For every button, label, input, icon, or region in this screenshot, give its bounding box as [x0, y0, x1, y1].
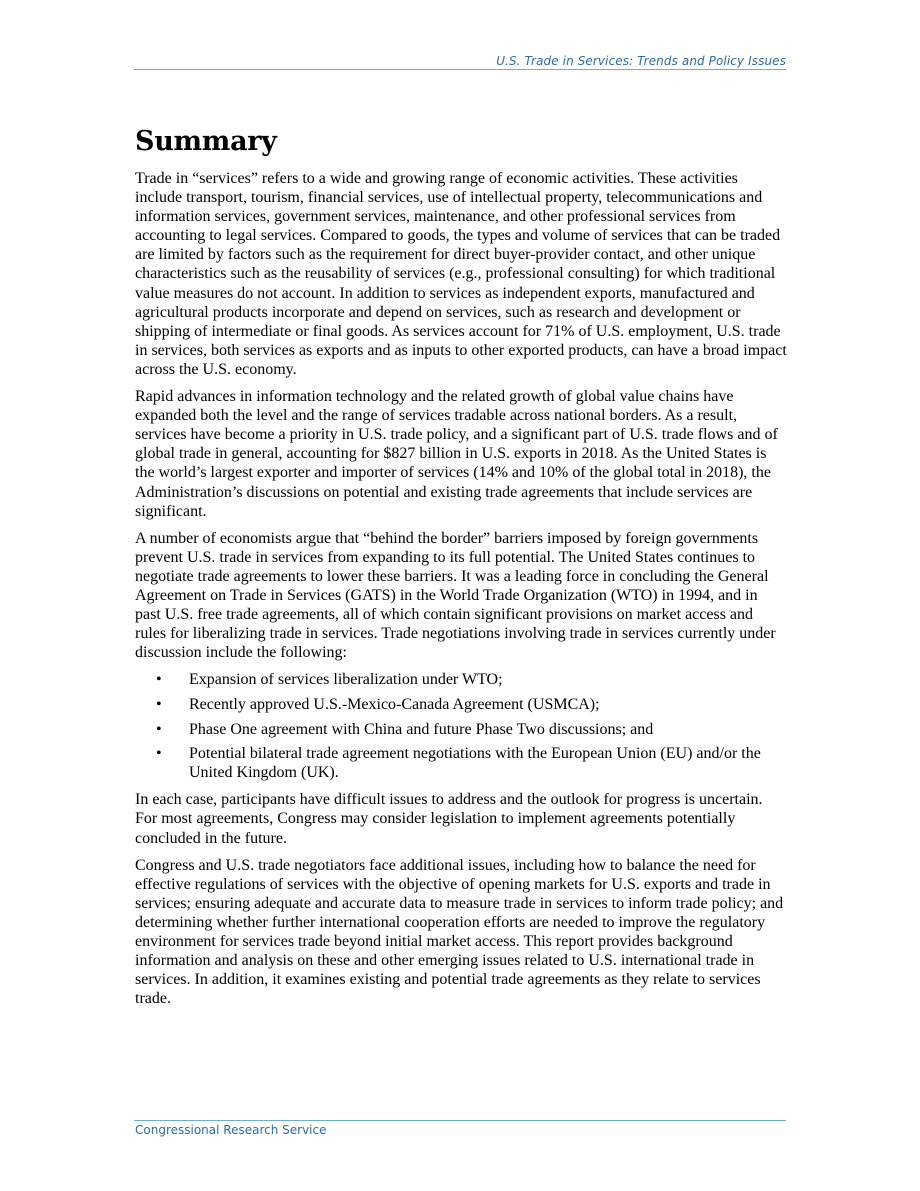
page-content: [135, 122, 787, 1016]
bullet-list: [135, 670, 787, 782]
bullet-marker: •: [156, 695, 162, 713]
list-item: [135, 744, 787, 782]
list-item-text: Recently approved U.S.-Mexico-Canada Agreement (USMCA);: [189, 695, 600, 713]
paragraph: Trade in “services” refers to a wide and growing range of economic activities. These activities include transport, tourism, financial services, use of intellectual property, telecommunications and information services, government services, maintenance, and other professional services from accounting to legal services. Compared to goods, the types and volume of services that can be traded are limited by factors such as the requirement for direct buyer-provider contact, and other unique characteristics such as the reusability of services (e.g., professional consulting) for which traditional value measures do not account. In addition to services as independent exports, manufactured and agricultural products incorporate and depend on services, such as research and development or shipping of intermediate or final goods. As services account for 71% of U.S. employment, U.S. trade in services, both services as exports and as inputs to other exported products, can have a broad impact across the U.S. economy.: [135, 170, 787, 378]
paragraph: A number of economists argue that “behind the border” barriers imposed by foreign governments prevent U.S. trade in services from expanding to its full potential. The United States continues to negotiate trade agreements to lower these barriers. It was a leading force in concluding the General Agreement on Trade in Services (GATS) in the World Trade Organization (WTO) in 1994, and in past U.S. free trade agreements, all of which contain significant provisions on market access and rules for liberalizing trade in services. Trade negotiations involving trade in services currently under discussion include the following:: [135, 529, 776, 662]
section-heading: Summary: [135, 126, 277, 157]
bullet-marker: •: [156, 671, 162, 689]
bullet-marker: •: [156, 720, 162, 738]
bullet-marker: •: [156, 745, 162, 763]
list-item-text: Potential bilateral trade agreement negotiations with the European Union (EU) and/or the United Kingdom (UK).: [189, 745, 761, 782]
list-item: [135, 695, 787, 714]
paragraph: In each case, participants have difficult issues to address and the outlook for progress is uncertain. For most agreements, Congress may consider legislation to implement agreements potentially concluded in the future.: [135, 791, 763, 847]
header-divider: [134, 69, 786, 70]
paragraph: Congress and U.S. trade negotiators face additional issues, including how to balance the need for effective regulations of services with the objective of opening markets for U.S. exports and trade in services; ensuring adequate and accurate data to measure trade in services to inform trade policy; and determining whether further international cooperation efforts are needed to improve the regulatory environment for services trade beyond initial market access. This report provides background information and analysis on these and other emerging issues related to U.S. international trade in services. In addition, it examines existing and potential trade agreements as they relate to services trade.: [135, 856, 784, 1008]
footer-label: Congressional Research Service: [135, 1123, 327, 1137]
running-header: U.S. Trade in Services: Trends and Policy Issues: [496, 54, 786, 68]
list-item: [135, 720, 787, 739]
paragraph: Rapid advances in information technology and the related growth of global value chains have expanded both the level and the range of services tradable across national borders. As a result, services have become a priority in U.S. trade policy, and a significant part of U.S. trade flows and of global trade in general, accounting for $827 billion in U.S. exports in 2018. As the United States is the world’s largest exporter and importer of services (14% and 10% of the global total in 2018), the Administration’s discussions on potential and existing trade agreements that include services are significant.: [135, 388, 778, 520]
list-item-text: Phase One agreement with China and future Phase Two discussions; and: [189, 720, 654, 738]
list-item-text: Expansion of services liberalization under WTO;: [189, 671, 503, 689]
list-item: [135, 670, 787, 689]
footer-divider: [134, 1120, 786, 1121]
